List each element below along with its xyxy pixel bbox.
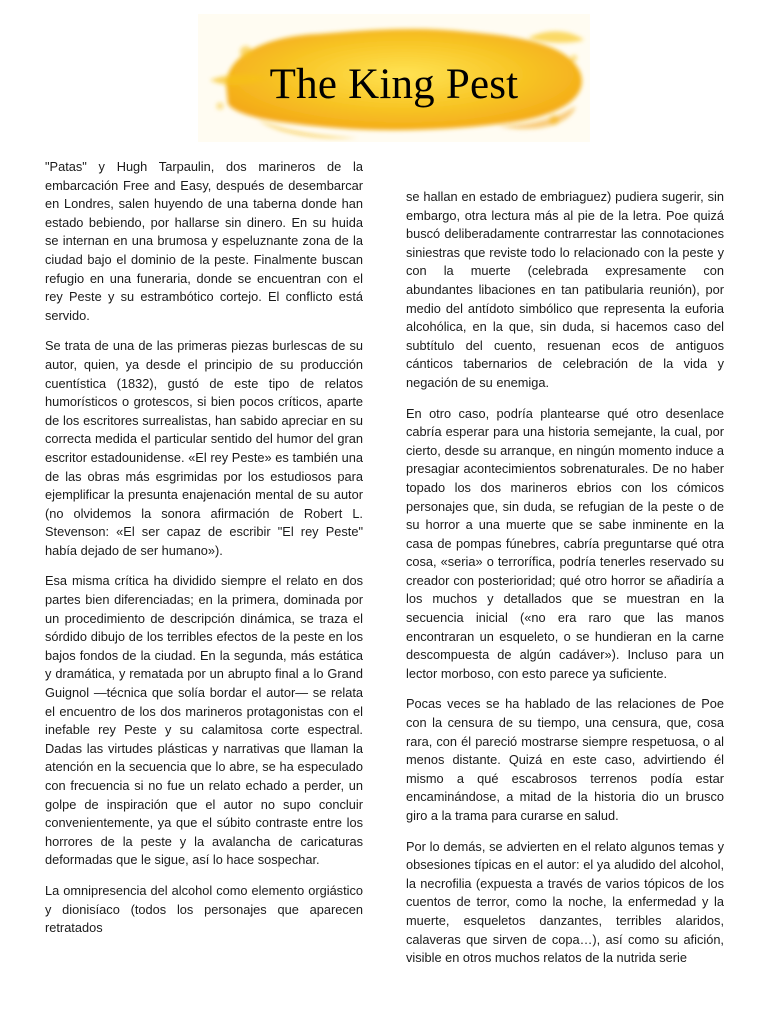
paragraph: se hallan en estado de embriaguez) pudiera sugerir, sin embargo, otra lectura más al pie de la letra. Poe quizá buscó deliberadamente contrarrestar las connotaciones siniestras que reviste todo lo relacionado con la peste y con la muerte (celebrada expresamente con abundantes libaciones en tan patibularia reunión), por medio del antídoto simbólico que representa la euforia alcohólica, en la que, sin duda, si hacemos caso del subtítulo del cuento, resuenan ecos de antiguos cánticos tabernarios de celebración de la vida y negación de su enemiga.	[406, 189, 724, 390]
right-column	[406, 188, 724, 980]
paragraph: Esa misma crítica ha dividido siempre el relato en dos partes bien diferenciadas; en la primera, dominada por un procedimiento de descripción dinámica, se traza el sórdido dibujo de los terribles efectos de la peste en los bajos fondos de la ciudad. En la segunda, más estática y dramática, y rematada por un abrupto final a lo Grand Guignol —técnica que solía bordar el autor— se relata el encuentro de los dos marineros protagonistas con el inefable rey Peste y su calamitosa corte espectral. Dadas las virtudes plásticas y narrativas que llaman la atención en la secuencia que lo abre, se ha especulado con frecuencia si no fue un relato echado a perder, un golpe de inspiración que el autor no supo concluir convenientemente, ya que el súbito contraste entre los horrores de la peste y la avalancha de caricaturas deformadas que le sigue, así lo hace sospechar.	[45, 573, 363, 868]
title-banner	[198, 14, 590, 142]
paragraph: En otro caso, podría plantearse qué otro desenlace cabría esperar para una historia semejante, la cual, por cierto, desde su arranque, en ningún momento induce a presagiar acontecimientos sobrenaturales. De no haber topado los dos marineros ebrios con los cómicos personajes que, sin duda, se refugian de la peste o de su horror a una muerte que se sabe inminente en la casa de pompas fúnebres, cabría preguntarse qué otra cosa, «seria» o terrorífica, podría tenerles reservado su creador con posterioridad; qué otro horror se añadiría a los muchos y detallados que se muestran en la secuencia inicial («no era raro que las manos encontraran un esqueleto, o se hundieran en la carne descompuesta de algún cadáver»). Incluso para un lector morboso, con esto parece ya suficiente.	[406, 405, 724, 681]
paragraph: Se trata de una de las primeras piezas burlescas de su autor, quien, ya desde el principio de su producción cuentística (1832), gustó de este tipo de relatos humorísticos o grotescos, si bien pocos críticos, aparte de los escritores surrealistas, han sabido apreciar en su correcta medida el particular sentido del humor del gran escritor estadounidense. «El rey Peste» es también una de las obras más esgrimidas por los estudiosos para ejemplificar la presunta enajenación mental de su autor (no olvidemos la sonora afirmación de Robert L. Stevenson: «El ser capaz de escribir "El rey Peste" había dejado de ser humano»).	[45, 338, 363, 558]
paragraph: Por lo demás, se advierten en el relato algunos temas y obsesiones típicas en el autor: el ya aludido del alcohol, la necrofilia (expuesta a través de varios tópicos de los cuentos de terror, como la noche, la enfermedad y la muerte, esqueletos danzantes, terribles alaridos, calaveras que sirven de copa…), así como su afición, visible en otros muchos relatos de la nutrida serie	[406, 838, 724, 966]
page-title: The King Pest	[269, 61, 519, 108]
paragraph: "Patas" y Hugh Tarpaulin, dos marineros de la embarcación Free and Easy, después de desembarcar en Londres, salen huyendo de una taberna donde han estado bebiendo, por hallarse sin dinero. En su huida se internan en una brumosa y espeluznante zona de la ciudad bajo el dominio de la peste. Finalmente buscan refugio en una funeraria, donde se encuentran con el rey Peste y su estrambótico cortejo. El conflicto está servido.	[45, 159, 363, 323]
left-column	[45, 158, 363, 950]
paragraph: Pocas veces se ha hablado de las relaciones de Poe con la censura de su tiempo, una censura, que, cosa rara, con él pareció mostrarse siempre respetuosa, o al menos distante. Quizá en este caso, advirtiendo él mismo a qué escabrosos terrenos podía estar encaminándose, a mitad de la historia dio un brusco giro a la trama para curarse en salud.	[406, 696, 724, 823]
paragraph: La omnipresencia del alcohol como elemento orgiástico y dionisíaco (todos los personajes que aparecen retratados	[45, 882, 363, 936]
